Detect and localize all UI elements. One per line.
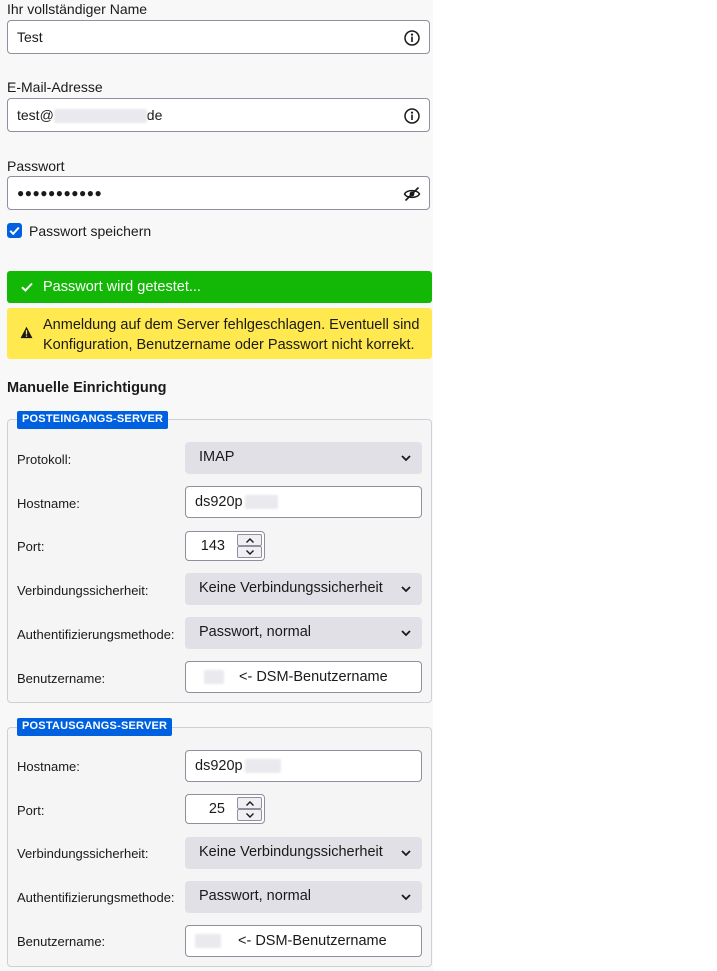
chevron-down-icon <box>400 892 412 902</box>
outgoing-auth-select[interactable] <box>185 881 422 913</box>
outgoing-security-label: Verbindungssicherheit: <box>17 846 149 861</box>
outgoing-username-input[interactable] <box>185 925 422 957</box>
incoming-port-stepper[interactable] <box>185 531 265 561</box>
eye-slash-icon[interactable] <box>403 185 421 203</box>
chevron-down-icon <box>245 549 255 556</box>
warning-text: Anmeldung auf dem Server fehlgeschlagen. Eventuell sind Konfiguration, Benutzername oder Passwort nicht korrekt. <box>43 317 420 353</box>
outgoing-security-value: Keine Verbindungssicherheit <box>199 844 383 860</box>
info-icon[interactable] <box>403 29 421 47</box>
chevron-down-icon <box>400 848 412 858</box>
incoming-hostname-value: ds920p <box>195 494 278 510</box>
password-label: Passwort <box>7 158 65 174</box>
incoming-auth-label: Authentifizierungsmethode: <box>17 627 175 642</box>
remember-password-checkbox[interactable] <box>7 223 22 238</box>
check-icon <box>20 280 34 294</box>
warning-icon <box>20 326 33 339</box>
redacted-username <box>195 934 221 948</box>
email-label: E-Mail-Adresse <box>7 79 103 95</box>
chevron-down-icon <box>400 453 412 463</box>
check-icon <box>7 223 22 238</box>
name-value: Test <box>17 29 43 45</box>
chevron-up-icon <box>245 537 255 544</box>
outgoing-auth-value: Passwort, normal <box>199 888 312 904</box>
password-mask: ●●●●●●●●●●● <box>17 186 103 200</box>
port-decrement-button[interactable] <box>237 546 262 558</box>
incoming-server-badge: POSTEINGANGS-SERVER <box>17 411 168 429</box>
outgoing-username-label: Benutzername: <box>17 934 106 949</box>
password-test-status <box>7 271 432 303</box>
chevron-down-icon <box>400 628 412 638</box>
incoming-hostname-label: Hostname: <box>17 496 80 511</box>
incoming-auth-value: Passwort, normal <box>199 624 312 640</box>
outgoing-hostname-label: Hostname: <box>17 759 80 774</box>
incoming-username-input[interactable] <box>185 661 422 693</box>
info-icon[interactable] <box>403 107 421 125</box>
incoming-hostname-input[interactable] <box>185 486 422 518</box>
outgoing-hostname-value: ds920p <box>195 758 281 774</box>
protocol-label: Protokoll: <box>17 452 72 467</box>
outgoing-security-select[interactable] <box>185 837 422 869</box>
outgoing-server-badge: POSTAUSGANGS-SERVER <box>17 718 172 736</box>
outgoing-username-value: <- DSM-Benutzername <box>195 933 387 949</box>
redacted-username <box>204 670 224 684</box>
redacted-hostname <box>245 495 278 509</box>
right-blank-area <box>433 0 717 971</box>
name-label: Ihr vollständiger Name <box>7 1 148 17</box>
outgoing-auth-label: Authentifizierungsmethode: <box>17 890 175 905</box>
manual-setup-title: Manuelle Einrichtigung <box>7 380 167 396</box>
chevron-down-icon <box>245 812 255 819</box>
email-value: test@ de <box>17 107 163 123</box>
incoming-security-value: Keine Verbindungssicherheit <box>199 580 383 596</box>
email-field[interactable] <box>7 98 430 132</box>
name-field[interactable] <box>7 20 430 54</box>
outgoing-port-stepper[interactable] <box>185 794 265 824</box>
password-field[interactable] <box>7 176 430 210</box>
incoming-port-value: 143 <box>200 538 225 554</box>
incoming-security-select[interactable] <box>185 573 422 605</box>
port-increment-button[interactable] <box>237 534 262 546</box>
incoming-protocol-select[interactable] <box>185 442 422 474</box>
port-decrement-button[interactable] <box>237 809 262 821</box>
incoming-security-label: Verbindungssicherheit: <box>17 583 149 598</box>
chevron-up-icon <box>245 800 255 807</box>
outgoing-hostname-input[interactable] <box>185 750 422 782</box>
incoming-protocol-value: IMAP <box>199 449 235 465</box>
outgoing-port-label: Port: <box>17 803 45 818</box>
incoming-port-label: Port: <box>17 539 45 554</box>
remember-password-label[interactable]: Passwort speichern <box>29 223 152 239</box>
port-increment-button[interactable] <box>237 797 262 809</box>
incoming-username-label: Benutzername: <box>17 671 106 686</box>
outgoing-port-value: 25 <box>208 801 225 817</box>
chevron-down-icon <box>400 584 412 594</box>
redacted-email-domain <box>54 109 147 123</box>
incoming-username-value: <- DSM-Benutzername <box>204 669 388 685</box>
incoming-auth-select[interactable] <box>185 617 422 649</box>
redacted-hostname <box>245 759 281 773</box>
login-warning <box>7 308 432 359</box>
status-success-text: Passwort wird getestet... <box>43 279 201 295</box>
